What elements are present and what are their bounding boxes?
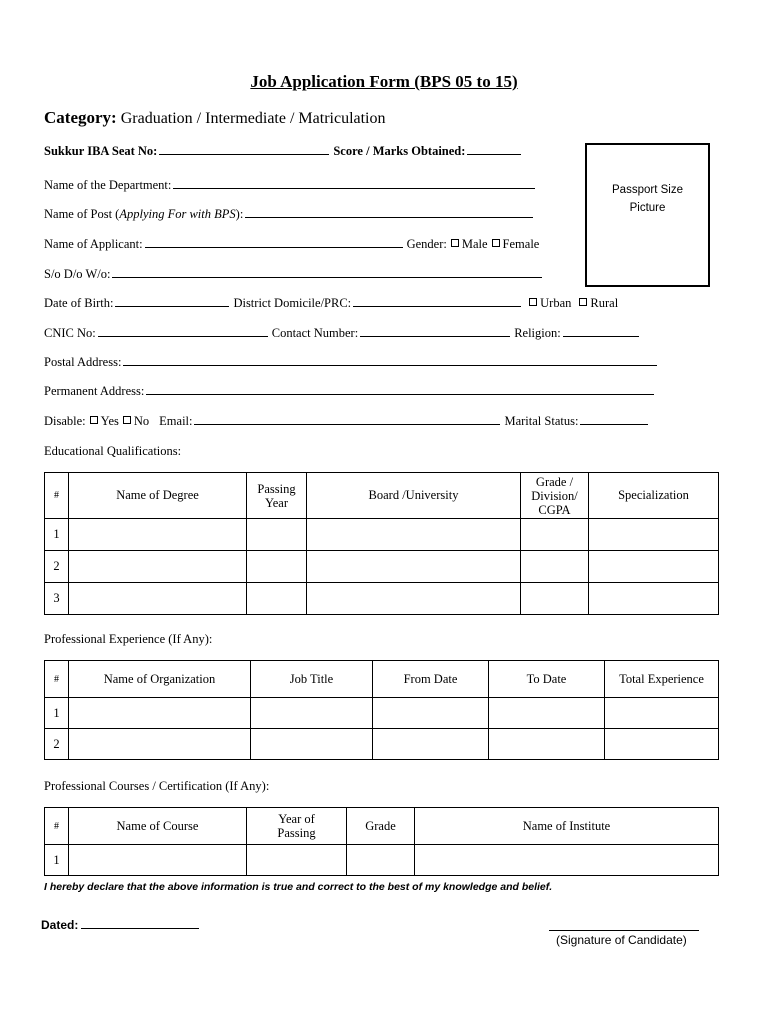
courses-heading: Professional Courses / Certification (If Any): — [44, 779, 270, 793]
photo-label-line1: Passport Size — [612, 184, 683, 196]
yes-checkbox[interactable] — [90, 416, 98, 424]
domicile-field[interactable] — [353, 305, 521, 307]
grade-cell[interactable] — [521, 519, 589, 551]
exp-col-total: Total Experience — [605, 661, 719, 698]
declaration: I hereby declare that the above information is true and correct to the best of my knowledge and belief. — [44, 881, 553, 893]
category-value: Graduation / Intermediate / Matriculation — [120, 110, 386, 127]
edu-col-specialization: Specialization — [589, 473, 719, 519]
specialization-cell[interactable] — [589, 551, 719, 583]
exp-col-num: # — [45, 661, 69, 698]
education-header-row — [45, 473, 719, 519]
table-row — [45, 583, 719, 615]
signature-line[interactable] — [549, 930, 699, 931]
department-label: Name of the Department: — [44, 178, 172, 192]
course-year-cell[interactable] — [247, 845, 347, 876]
edu-col-degree: Name of Degree — [69, 473, 247, 519]
course-col-institute: Name of Institute — [415, 808, 719, 845]
cnic-row — [44, 326, 643, 341]
marital-field[interactable] — [580, 423, 648, 425]
degree-cell[interactable] — [69, 519, 247, 551]
total-experience-cell[interactable] — [605, 698, 719, 729]
seat-score-row — [44, 144, 525, 159]
degree-cell[interactable] — [69, 583, 247, 615]
education-table — [44, 472, 719, 615]
courses-header-row — [45, 808, 719, 845]
seat-no-label: Sukkur IBA Seat No: — [44, 144, 158, 158]
course-col-year: Year of Passing — [247, 808, 347, 845]
dated-label: Dated: — [41, 918, 79, 932]
from-date-cell[interactable] — [373, 698, 489, 729]
dob-label: Date of Birth: — [44, 296, 114, 310]
department-row — [44, 178, 539, 193]
year-cell[interactable] — [247, 583, 307, 615]
domicile-label: District Domicile/PRC: — [233, 296, 352, 310]
table-row — [45, 551, 719, 583]
courses-table — [44, 807, 719, 876]
yes-label: Yes — [100, 414, 119, 428]
urban-label: Urban — [540, 296, 572, 310]
contact-label: Contact Number: — [271, 326, 359, 340]
seat-no-field[interactable] — [159, 153, 329, 155]
institute-cell[interactable] — [415, 845, 719, 876]
email-field[interactable] — [194, 423, 500, 425]
post-label-italic: Applying For with BPS — [119, 207, 236, 221]
job-title-cell[interactable] — [251, 698, 373, 729]
male-label: Male — [461, 237, 488, 251]
edu-col-year: Passing Year — [247, 473, 307, 519]
board-cell[interactable] — [307, 551, 521, 583]
applicant-field[interactable] — [145, 246, 403, 248]
department-field[interactable] — [173, 187, 535, 189]
total-experience-cell[interactable] — [605, 729, 719, 760]
job-title-cell[interactable] — [251, 729, 373, 760]
row-number: 3 — [45, 583, 69, 615]
urban-checkbox[interactable] — [529, 298, 537, 306]
email-label: Email: — [159, 414, 193, 428]
dob-row — [44, 296, 618, 311]
permanent-row — [44, 384, 658, 399]
postal-label: Postal Address: — [44, 355, 122, 369]
cnic-label: CNIC No: — [44, 326, 96, 340]
rural-label: Rural — [590, 296, 619, 310]
degree-cell[interactable] — [69, 551, 247, 583]
form-title: Job Application Form (BPS 05 to 15) — [250, 72, 518, 91]
experience-heading: Professional Experience (If Any): — [44, 632, 213, 646]
category-line — [44, 108, 386, 128]
contact-field[interactable] — [360, 335, 510, 337]
male-checkbox[interactable] — [451, 239, 459, 247]
edu-col-num: # — [45, 473, 69, 519]
applicant-label: Name of Applicant: — [44, 237, 143, 251]
grade-cell[interactable] — [521, 583, 589, 615]
course-grade-cell[interactable] — [347, 845, 415, 876]
course-col-grade: Grade — [347, 808, 415, 845]
year-cell[interactable] — [247, 551, 307, 583]
row-number: 1 — [45, 845, 69, 876]
row-number: 1 — [45, 698, 69, 729]
post-label-prefix: Name of Post ( — [44, 207, 120, 221]
edu-col-grade: Grade / Division/ CGPA — [521, 473, 589, 519]
education-heading: Educational Qualifications: — [44, 444, 182, 458]
rural-checkbox[interactable] — [579, 298, 587, 306]
permanent-label: Permanent Address: — [44, 384, 145, 398]
experience-table — [44, 660, 719, 760]
dated-row — [41, 918, 203, 932]
applicant-row — [44, 237, 539, 252]
to-date-cell[interactable] — [489, 729, 605, 760]
postal-row — [44, 355, 661, 370]
relation-field[interactable] — [112, 276, 542, 278]
board-cell[interactable] — [307, 519, 521, 551]
category-label: Category: — [44, 108, 117, 127]
post-row — [44, 207, 537, 222]
table-row — [45, 729, 719, 760]
dob-field[interactable] — [115, 305, 229, 307]
post-field[interactable] — [245, 216, 533, 218]
photo-label-line2: Picture — [629, 202, 666, 214]
row-number: 1 — [45, 519, 69, 551]
specialization-cell[interactable] — [589, 519, 719, 551]
score-label: Score / Marks Obtained: — [333, 144, 466, 158]
post-label-suffix: ): — [235, 207, 244, 221]
relation-label: S/o D/o W/o: — [44, 267, 111, 281]
exp-col-organization: Name of Organization — [69, 661, 251, 698]
marital-label: Marital Status: — [504, 414, 579, 428]
exp-col-job-title: Job Title — [251, 661, 373, 698]
from-date-cell[interactable] — [373, 729, 489, 760]
row-number: 2 — [45, 551, 69, 583]
organization-cell[interactable] — [69, 698, 251, 729]
dated-field[interactable] — [81, 927, 199, 929]
course-name-cell[interactable] — [69, 845, 247, 876]
religion-field[interactable] — [563, 335, 639, 337]
table-row — [45, 845, 719, 876]
course-col-name: Name of Course — [69, 808, 247, 845]
disable-label: Disable: — [44, 414, 86, 428]
year-cell[interactable] — [247, 519, 307, 551]
score-field[interactable] — [467, 153, 521, 155]
to-date-cell[interactable] — [489, 698, 605, 729]
signature-label: (Signature of Candidate) — [556, 933, 687, 947]
experience-header-row — [45, 661, 719, 698]
table-row — [45, 519, 719, 551]
exp-col-from-date: From Date — [373, 661, 489, 698]
no-label: No — [133, 414, 150, 428]
disable-row — [44, 414, 652, 429]
female-label: Female — [502, 237, 540, 251]
organization-cell[interactable] — [69, 729, 251, 760]
exp-col-to-date: To Date — [489, 661, 605, 698]
table-row — [45, 698, 719, 729]
permanent-field[interactable] — [146, 393, 654, 395]
course-col-num: # — [45, 808, 69, 845]
postal-field[interactable] — [123, 364, 657, 366]
specialization-cell[interactable] — [589, 583, 719, 615]
edu-col-board: Board /University — [307, 473, 521, 519]
row-number: 2 — [45, 729, 69, 760]
relation-row — [44, 267, 546, 282]
grade-cell[interactable] — [521, 551, 589, 583]
board-cell[interactable] — [307, 583, 521, 615]
religion-label: Religion: — [514, 326, 561, 340]
no-checkbox[interactable] — [123, 416, 131, 424]
passport-photo-box[interactable] — [585, 143, 710, 287]
female-checkbox[interactable] — [492, 239, 500, 247]
cnic-field[interactable] — [98, 335, 268, 337]
gender-label: Gender: — [406, 237, 447, 251]
